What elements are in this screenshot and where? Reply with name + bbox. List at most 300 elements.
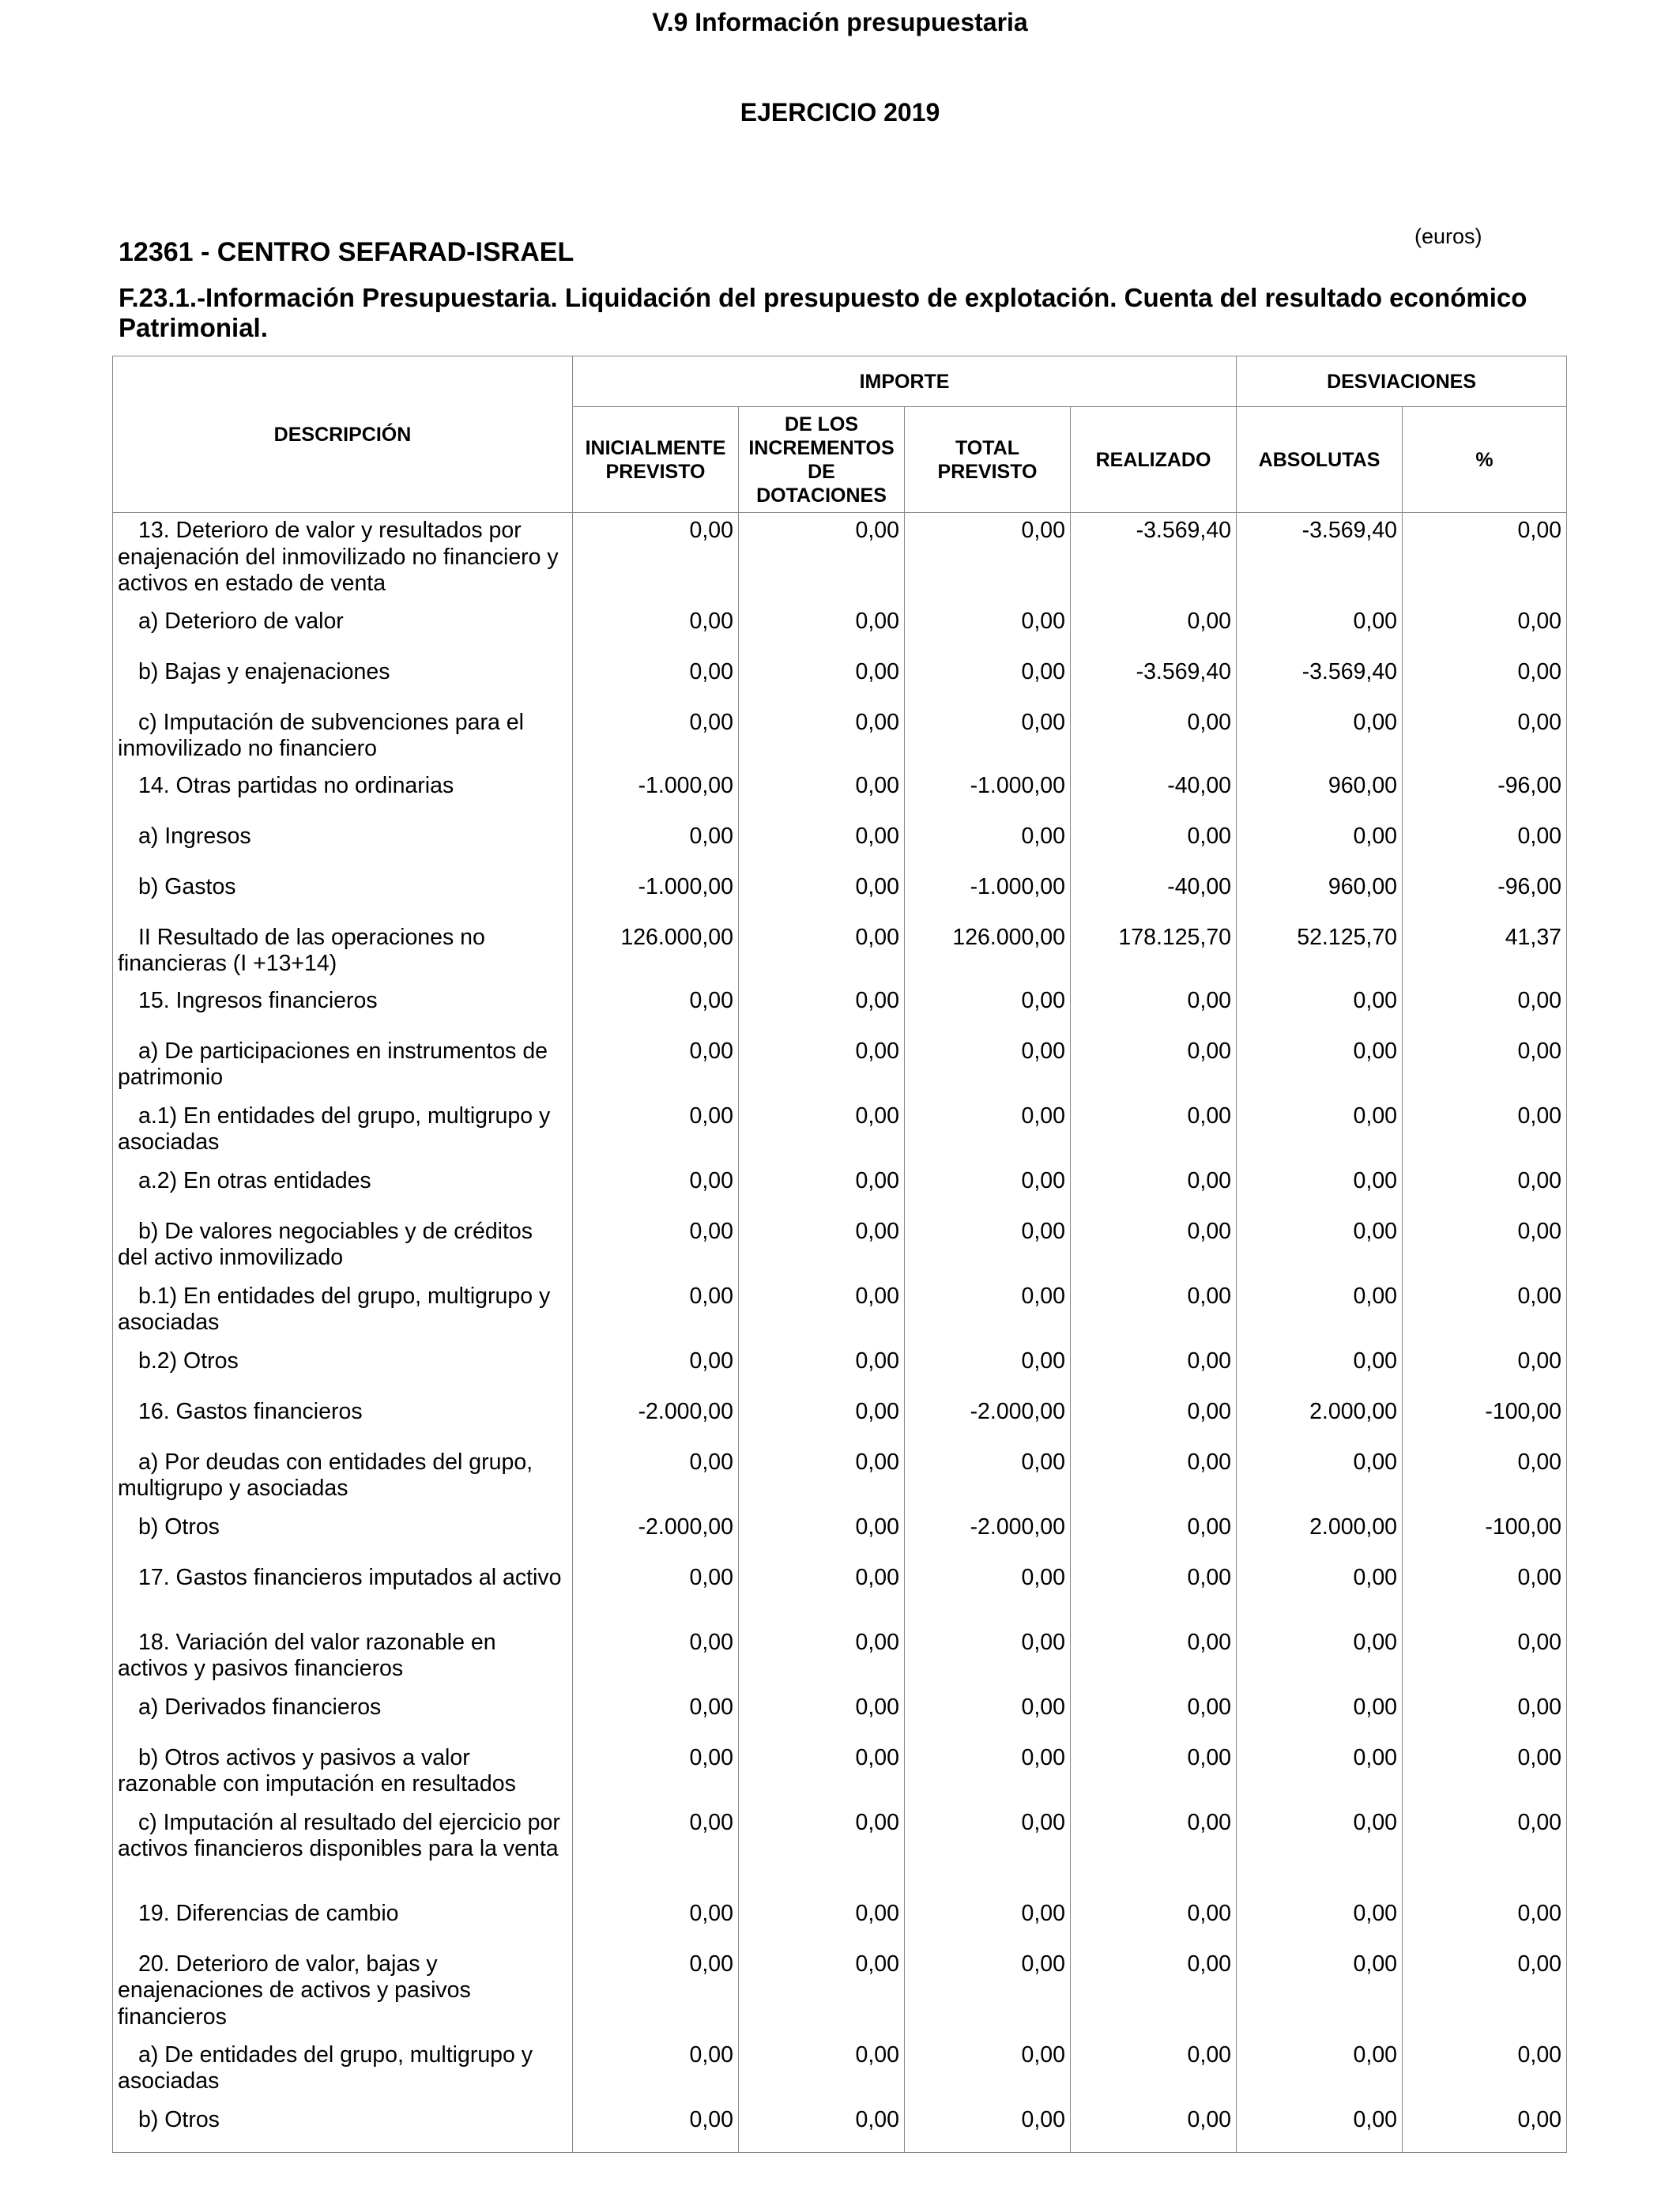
cell-value: -40,00: [1167, 873, 1232, 899]
cell-value: 0,00: [1517, 1038, 1562, 1064]
cell-total-previsto: [905, 2038, 1071, 2102]
cell-absolutas: [1237, 1805, 1403, 1896]
table-row: [113, 604, 1567, 654]
row-description-text: a.1) En entidades del grupo, multigrupo y asociadas: [118, 1103, 551, 1155]
row-description: [113, 513, 573, 604]
cell-total-previsto: [905, 1947, 1071, 2038]
cell-porcentaje: [1403, 604, 1567, 654]
cell-value: 0,00: [1517, 1900, 1562, 1926]
cell-incrementos: [739, 1099, 905, 1163]
cell-porcentaje: [1403, 869, 1567, 920]
cell-porcentaje: [1403, 654, 1567, 705]
cell-inicialmente-previsto: [573, 1896, 739, 1947]
cell-absolutas: [1237, 1445, 1403, 1510]
cell-incrementos: [739, 705, 905, 768]
table-header: [113, 356, 1567, 513]
cell-total-previsto: [905, 513, 1071, 604]
cell-value: 2.000,00: [1309, 1514, 1398, 1540]
cell-porcentaje: [1403, 1034, 1567, 1099]
col-header-absolutas: ABSOLUTAS: [1237, 407, 1403, 513]
row-description-text: a) Por deudas con entidades del grupo, multigrupo y asociadas: [118, 1449, 533, 1501]
cell-value: 0,00: [689, 1900, 733, 1926]
cell-value: 0,00: [855, 608, 899, 634]
table-row: [113, 1896, 1567, 1947]
row-description: [113, 1214, 573, 1279]
cell-value: 0,00: [1021, 1564, 1065, 1590]
row-description: [113, 1805, 573, 1896]
cell-value: 0,00: [1187, 1629, 1232, 1655]
cell-absolutas: [1237, 1034, 1403, 1099]
cell-inicialmente-previsto: [573, 2038, 739, 2102]
cell-value: 0,00: [1517, 709, 1562, 735]
cell-inicialmente-previsto: [573, 768, 739, 819]
cell-inicialmente-previsto: [573, 1560, 739, 1625]
cell-value: -100,00: [1485, 1514, 1562, 1540]
table-row: [113, 1034, 1567, 1099]
col-header-descripcion: DESCRIPCIÓN: [113, 356, 573, 513]
cell-value: -2.000,00: [970, 1398, 1065, 1424]
row-description-text: a) Derivados financieros: [138, 1694, 382, 1720]
cell-value: 0,00: [855, 823, 899, 849]
cell-value: 0,00: [855, 1348, 899, 1374]
cell-inicialmente-previsto: [573, 1510, 739, 1560]
table-row: [113, 1163, 1567, 1214]
cell-value: 0,00: [1187, 1038, 1232, 1064]
cell-incrementos: [739, 604, 905, 654]
cell-realizado: [1071, 1394, 1237, 1445]
cell-value: 0,00: [1187, 1398, 1232, 1424]
cell-absolutas: [1237, 1510, 1403, 1560]
cell-inicialmente-previsto: [573, 819, 739, 869]
cell-total-previsto: [905, 983, 1071, 1034]
cell-value: 0,00: [1021, 1951, 1065, 1977]
cell-value: 0,00: [1517, 1694, 1562, 1720]
cell-value: 0,00: [1187, 1951, 1232, 1977]
cell-absolutas: [1237, 1279, 1403, 1344]
cell-value: 0,00: [855, 518, 899, 543]
cell-value: -1.000,00: [638, 772, 733, 798]
cell-value: 0,00: [1187, 1449, 1232, 1475]
cell-incrementos: [739, 1214, 905, 1279]
cell-value: -2.000,00: [970, 1514, 1065, 1540]
cell-value: 0,00: [689, 518, 733, 543]
cell-absolutas: [1237, 1740, 1403, 1805]
cell-realizado: [1071, 819, 1237, 869]
cell-porcentaje: [1403, 705, 1567, 768]
row-description: [113, 604, 573, 654]
cell-value: 0,00: [1517, 1283, 1562, 1309]
cell-value: 0,00: [855, 1167, 899, 1193]
cell-incrementos: [739, 983, 905, 1034]
cell-value: 0,00: [1353, 709, 1398, 735]
cell-value: 0,00: [689, 1744, 733, 1770]
cell-absolutas: [1237, 819, 1403, 869]
cell-total-previsto: [905, 1163, 1071, 1214]
cell-value: 0,00: [1021, 1809, 1065, 1835]
cell-realizado: [1071, 869, 1237, 920]
cell-porcentaje: [1403, 513, 1567, 604]
cell-value: 0,00: [855, 1103, 899, 1129]
cell-value: 0,00: [1187, 1514, 1232, 1540]
cell-value: 0,00: [1517, 823, 1562, 849]
cell-value: 0,00: [1021, 658, 1065, 684]
row-description-text: b.1) En entidades del grupo, multigrupo y asociadas: [118, 1283, 551, 1335]
cell-value: 0,00: [1021, 2106, 1065, 2132]
row-description: [113, 1344, 573, 1394]
cell-incrementos: [739, 869, 905, 920]
cell-incrementos: [739, 1947, 905, 2038]
cell-inicialmente-previsto: [573, 654, 739, 705]
table-row: [113, 819, 1567, 869]
cell-inicialmente-previsto: [573, 1805, 739, 1896]
cell-value: 0,00: [855, 1038, 899, 1064]
cell-value: 0,00: [1021, 1167, 1065, 1193]
cell-value: 0,00: [855, 772, 899, 798]
cell-realizado: [1071, 1947, 1237, 2038]
row-description: [113, 1560, 573, 1625]
cell-absolutas: [1237, 920, 1403, 983]
cell-inicialmente-previsto: [573, 869, 739, 920]
cell-porcentaje: [1403, 1344, 1567, 1394]
row-description: [113, 654, 573, 705]
entity-title: 12361 - CENTRO SEFARAD-ISRAEL: [119, 237, 574, 267]
cell-absolutas: [1237, 1163, 1403, 1214]
row-description-text: b) Otros: [138, 2106, 220, 2132]
cell-porcentaje: [1403, 1214, 1567, 1279]
cell-value: -96,00: [1497, 873, 1562, 899]
table-row: [113, 1740, 1567, 1805]
cell-value: -3.569,40: [1301, 658, 1398, 684]
cell-value: 0,00: [689, 2106, 733, 2132]
cell-realizado: [1071, 654, 1237, 705]
cell-value: 0,00: [1021, 1449, 1065, 1475]
cell-porcentaje: [1403, 1279, 1567, 1344]
cell-value: 0,00: [1517, 1951, 1562, 1977]
table-row: [113, 920, 1567, 983]
cell-incrementos: [739, 513, 905, 604]
cell-value: 0,00: [1517, 1629, 1562, 1655]
cell-realizado: [1071, 1625, 1237, 1690]
cell-realizado: [1071, 604, 1237, 654]
cell-value: 0,00: [689, 1629, 733, 1655]
cell-value: -1.000,00: [970, 772, 1065, 798]
cell-porcentaje: [1403, 1163, 1567, 1214]
cell-realizado: [1071, 1690, 1237, 1740]
cell-realizado: [1071, 1163, 1237, 1214]
cell-total-previsto: [905, 2102, 1071, 2153]
cell-inicialmente-previsto: [573, 1279, 739, 1344]
col-header-incrementos: DE LOS INCREMENTOS DE DOTACIONES: [739, 407, 905, 513]
budget-table: [112, 356, 1567, 2153]
cell-absolutas: [1237, 1099, 1403, 1163]
cell-value: 0,00: [1187, 1694, 1232, 1720]
table-row: [113, 654, 1567, 705]
cell-incrementos: [739, 1625, 905, 1690]
table-row: [113, 1560, 1567, 1625]
cell-value: 0,00: [1187, 1103, 1232, 1129]
cell-value: 0,00: [1353, 1564, 1398, 1590]
cell-absolutas: [1237, 513, 1403, 604]
cell-inicialmente-previsto: [573, 1690, 739, 1740]
cell-incrementos: [739, 819, 905, 869]
row-description-text: b) Otros activos y pasivos a valor razonable con imputación en resultados: [118, 1744, 516, 1796]
cell-value: 0,00: [1517, 1103, 1562, 1129]
cell-inicialmente-previsto: [573, 983, 739, 1034]
cell-value: 2.000,00: [1309, 1398, 1398, 1424]
cell-realizado: [1071, 1214, 1237, 1279]
cell-incrementos: [739, 1510, 905, 1560]
cell-value: 0,00: [1187, 709, 1232, 735]
cell-total-previsto: [905, 1344, 1071, 1394]
cell-porcentaje: [1403, 920, 1567, 983]
cell-value: 0,00: [689, 1348, 733, 1374]
cell-inicialmente-previsto: [573, 1740, 739, 1805]
report-title: F.23.1.-Información Presupuestaria. Liquidación del presupuesto de explotación. Cuenta del resultado económico Patrimonial.: [119, 283, 1527, 342]
cell-value: 0,00: [1187, 1348, 1232, 1374]
cell-value: -3.569,40: [1136, 518, 1232, 543]
cell-inicialmente-previsto: [573, 1099, 739, 1163]
cell-value: 0,00: [855, 1398, 899, 1424]
row-description-text: II Resultado de las operaciones no financieras (I +13+14): [118, 924, 485, 976]
cell-inicialmente-previsto: [573, 1214, 739, 1279]
cell-value: 0,00: [855, 1809, 899, 1835]
cell-porcentaje: [1403, 1740, 1567, 1805]
cell-value: 0,00: [1187, 2041, 1232, 2068]
row-description: [113, 920, 573, 983]
cell-value: 0,00: [855, 709, 899, 735]
currency-unit-label: (euros): [1414, 224, 1482, 248]
cell-total-previsto: [905, 920, 1071, 983]
cell-porcentaje: [1403, 1896, 1567, 1947]
cell-value: 0,00: [1021, 608, 1065, 634]
row-description: [113, 1947, 573, 2038]
cell-total-previsto: [905, 1690, 1071, 1740]
cell-value: 0,00: [1187, 1809, 1232, 1835]
cell-incrementos: [739, 1740, 905, 1805]
cell-value: 0,00: [1021, 1283, 1065, 1309]
cell-value: 0,00: [1187, 987, 1232, 1013]
cell-porcentaje: [1403, 819, 1567, 869]
cell-value: 0,00: [689, 658, 733, 684]
cell-value: 0,00: [1187, 823, 1232, 849]
cell-absolutas: [1237, 983, 1403, 1034]
row-description-text: c) Imputación de subvenciones para el inmovilizado no financiero: [118, 709, 524, 761]
cell-value: 0,00: [855, 1218, 899, 1244]
cell-value: 0,00: [1021, 1694, 1065, 1720]
row-description: [113, 2102, 573, 2153]
cell-realizado: [1071, 705, 1237, 768]
cell-realizado: [1071, 2102, 1237, 2153]
cell-porcentaje: [1403, 2102, 1567, 2153]
cell-absolutas: [1237, 1394, 1403, 1445]
cell-absolutas: [1237, 1625, 1403, 1690]
cell-incrementos: [739, 1279, 905, 1344]
cell-absolutas: [1237, 1214, 1403, 1279]
cell-value: 960,00: [1328, 873, 1398, 899]
cell-value: 0,00: [1353, 1809, 1398, 1835]
cell-realizado: [1071, 1034, 1237, 1099]
cell-porcentaje: [1403, 768, 1567, 819]
cell-value: 0,00: [855, 1564, 899, 1590]
cell-value: 0,00: [689, 2041, 733, 2068]
cell-porcentaje: [1403, 1947, 1567, 2038]
cell-porcentaje: [1403, 2038, 1567, 2102]
cell-porcentaje: [1403, 1805, 1567, 1896]
cell-value: 0,00: [1187, 1283, 1232, 1309]
row-description: [113, 1394, 573, 1445]
row-description: [113, 1625, 573, 1690]
table-row: [113, 1947, 1567, 2038]
table-row: [113, 1214, 1567, 1279]
cell-value: -3.569,40: [1301, 518, 1398, 543]
cell-value: 0,00: [1353, 1167, 1398, 1193]
row-description-text: a) De participaciones en instrumentos de patrimonio: [118, 1038, 548, 1090]
cell-inicialmente-previsto: [573, 1625, 739, 1690]
table-row: [113, 513, 1567, 604]
cell-absolutas: [1237, 705, 1403, 768]
row-description-text: c) Imputación al resultado del ejercicio por activos financieros disponibles para la venta: [118, 1809, 560, 1861]
cell-value: 0,00: [1187, 1218, 1232, 1244]
table-row: [113, 768, 1567, 819]
cell-incrementos: [739, 1445, 905, 1510]
table-row: [113, 2102, 1567, 2153]
cell-total-previsto: [905, 1279, 1071, 1344]
cell-value: 0,00: [1517, 987, 1562, 1013]
table-row: [113, 1099, 1567, 1163]
cell-total-previsto: [905, 1805, 1071, 1896]
cell-total-previsto: [905, 1896, 1071, 1947]
cell-absolutas: [1237, 654, 1403, 705]
cell-value: 0,00: [1353, 608, 1398, 634]
cell-value: 0,00: [1517, 1218, 1562, 1244]
cell-realizado: [1071, 983, 1237, 1034]
cell-total-previsto: [905, 1560, 1071, 1625]
cell-realizado: [1071, 513, 1237, 604]
row-description: [113, 1034, 573, 1099]
cell-incrementos: [739, 1560, 905, 1625]
cell-porcentaje: [1403, 1445, 1567, 1510]
cell-value: -3.569,40: [1136, 658, 1232, 684]
row-description: [113, 768, 573, 819]
cell-inicialmente-previsto: [573, 705, 739, 768]
row-description-text: b.2) Otros: [138, 1348, 239, 1374]
cell-incrementos: [739, 1344, 905, 1394]
cell-value: 0,00: [1517, 1744, 1562, 1770]
cell-realizado: [1071, 1805, 1237, 1896]
cell-absolutas: [1237, 1896, 1403, 1947]
table-row: [113, 1394, 1567, 1445]
cell-porcentaje: [1403, 1625, 1567, 1690]
cell-total-previsto: [905, 1099, 1071, 1163]
cell-value: 0,00: [689, 1694, 733, 1720]
table-row: [113, 705, 1567, 768]
row-description: [113, 1510, 573, 1560]
row-description: [113, 705, 573, 768]
cell-inicialmente-previsto: [573, 2102, 739, 2153]
table-row: [113, 1344, 1567, 1394]
cell-total-previsto: [905, 604, 1071, 654]
cell-value: 0,00: [689, 1038, 733, 1064]
cell-value: 0,00: [1353, 1449, 1398, 1475]
cell-incrementos: [739, 2102, 905, 2153]
cell-porcentaje: [1403, 1690, 1567, 1740]
cell-value: 0,00: [689, 1167, 733, 1193]
cell-total-previsto: [905, 1214, 1071, 1279]
cell-value: 0,00: [1517, 1348, 1562, 1374]
table-row: [113, 1445, 1567, 1510]
cell-total-previsto: [905, 819, 1071, 869]
cell-value: 0,00: [1517, 658, 1562, 684]
cell-total-previsto: [905, 768, 1071, 819]
cell-value: 0,00: [689, 1218, 733, 1244]
cell-value: 0,00: [1517, 1564, 1562, 1590]
cell-realizado: [1071, 768, 1237, 819]
cell-value: 0,00: [855, 1449, 899, 1475]
cell-value: -2.000,00: [638, 1398, 733, 1424]
cell-value: 0,00: [1187, 608, 1232, 634]
cell-value: 0,00: [1021, 987, 1065, 1013]
cell-value: 0,00: [855, 873, 899, 899]
cell-value: 0,00: [855, 1694, 899, 1720]
cell-incrementos: [739, 1896, 905, 1947]
cell-value: -100,00: [1485, 1398, 1562, 1424]
cell-value: 0,00: [855, 2106, 899, 2132]
row-description: [113, 1740, 573, 1805]
table-row: [113, 1279, 1567, 1344]
cell-inicialmente-previsto: [573, 1034, 739, 1099]
cell-value: 0,00: [689, 1449, 733, 1475]
cell-value: 960,00: [1328, 772, 1398, 798]
cell-value: 0,00: [1517, 2106, 1562, 2132]
cell-value: 0,00: [689, 608, 733, 634]
cell-total-previsto: [905, 1034, 1071, 1099]
cell-value: 0,00: [1353, 1951, 1398, 1977]
cell-value: 0,00: [855, 1744, 899, 1770]
cell-value: 0,00: [1353, 823, 1398, 849]
cell-total-previsto: [905, 1394, 1071, 1445]
row-description: [113, 1445, 573, 1510]
cell-porcentaje: [1403, 1560, 1567, 1625]
cell-realizado: [1071, 1896, 1237, 1947]
cell-value: 0,00: [855, 1514, 899, 1540]
cell-value: 0,00: [1353, 987, 1398, 1013]
cell-value: 0,00: [1021, 823, 1065, 849]
cell-inicialmente-previsto: [573, 1394, 739, 1445]
cell-value: -96,00: [1497, 772, 1562, 798]
cell-value: 0,00: [1021, 1629, 1065, 1655]
cell-value: 0,00: [1353, 2106, 1398, 2132]
row-description-text: 16. Gastos financieros: [138, 1398, 363, 1424]
cell-value: 0,00: [1353, 1218, 1398, 1244]
row-description: [113, 1896, 573, 1947]
cell-incrementos: [739, 1163, 905, 1214]
cell-value: 0,00: [1021, 1218, 1065, 1244]
cell-total-previsto: [905, 869, 1071, 920]
cell-porcentaje: [1403, 1394, 1567, 1445]
cell-value: 0,00: [855, 924, 899, 950]
cell-realizado: [1071, 1510, 1237, 1560]
cell-value: 0,00: [1353, 1038, 1398, 1064]
cell-value: 0,00: [689, 1809, 733, 1835]
cell-inicialmente-previsto: [573, 1163, 739, 1214]
row-description: [113, 1279, 573, 1344]
cell-absolutas: [1237, 604, 1403, 654]
cell-value: 0,00: [1353, 1694, 1398, 1720]
cell-value: 0,00: [689, 709, 733, 735]
cell-value: 0,00: [1021, 1900, 1065, 1926]
row-description: [113, 819, 573, 869]
cell-value: 0,00: [689, 1951, 733, 1977]
